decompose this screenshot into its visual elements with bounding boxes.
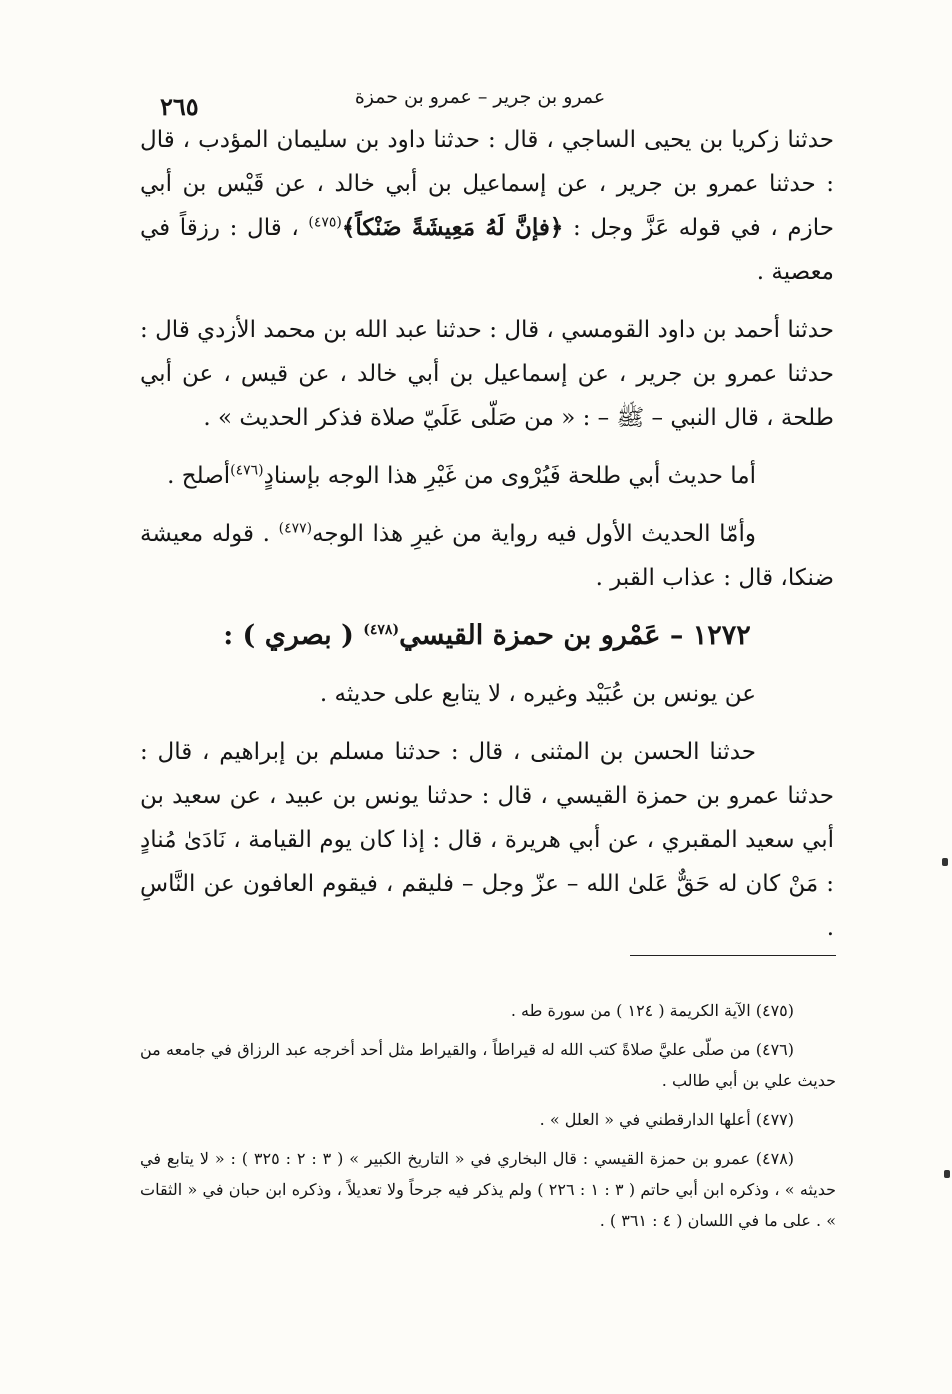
- paragraph: [140, 512, 834, 600]
- footnote-ref: (٤٧٥): [308, 214, 342, 231]
- scan-mark: [942, 858, 948, 866]
- paragraph: [140, 454, 834, 498]
- running-head-title: عمرو بن جرير – عمرو بن حمزة: [354, 86, 606, 108]
- paragraph-text: حدثنا زكريا بن يحيى الساجي ، قال : حدثنا داود بن سليمان المؤدب ، قال : حدثنا عمرو بن جرير ، عن إسماعيل بن أبي خالد ، عن قَيْس بن أبي حازم ، في قوله عَزَّ وجل :: [140, 127, 834, 241]
- footnote-ref: (٤٧٧): [278, 520, 313, 537]
- footnote: (٤٧٥) الآية الكريمة ( ١٢٤ ) من سورة طه .: [510, 1001, 794, 1020]
- running-head: [0, 86, 952, 121]
- entry-heading-text: ١٢٧٢ – عَمْرو بن حمزة القيسي: [399, 620, 751, 651]
- footnote: (٤٧٧) أعلها الدارقطني في « العلل » .: [539, 1110, 794, 1129]
- entry-heading: [140, 614, 834, 658]
- paragraph: حدثنا أحمد بن داود القومسي ، قال : حدثنا عبد الله بن محمد الأزدي قال : حدثنا عمرو بن جرير ، عن إسماعيل بن أبي خالد ، عن قيس ، عن أبي طلحة ، قال النبي – ﷺ – : « من صَلّى عَلَيّ صلاة فذكر الحديث » .: [140, 317, 834, 431]
- paragraph-text: أصلح .: [167, 463, 231, 489]
- paragraph-text: أما حديث أبي طلحة فَيُرْوى من غَيْرِ هذا الوجه بإسنادٍ: [263, 463, 756, 489]
- footnotes: [140, 995, 836, 1244]
- paragraph-text: . قوله معيشة ضنكا، قال : عذاب القبر .: [140, 521, 834, 591]
- paragraph-text: وأمّا الحديث الأول فيه رواية من غيرِ هذا الوجه: [312, 521, 756, 547]
- footnote-ref: (٤٧٦): [230, 462, 264, 479]
- paragraph: عن يونس بن عُبَيْد وغيره ، لا يتابع على حديثه .: [319, 681, 756, 707]
- footnote: (٤٧٦) من صلّى عليَّ صلاةً كتب الله له قيراطاً ، والقيراط مثل أحد أخرجه عبد الرزاق في جامعه من حديث علي بن أبي طالب .: [140, 1040, 836, 1090]
- paragraph: حدثنا الحسن بن المثنى ، قال : حدثنا مسلم بن إبراهيم ، قال : حدثنا عمرو بن حمزة القيسي ، قال : حدثنا يونس بن عبيد ، عن سعيد بن أبي سعيد المقبري ، عن أبي هريرة ، قال : إذا كان يوم القيامة ، نَادَىٰ مُنادٍ : مَنْ كان له حَقٌّ عَلىٰ الله – عزّ وجل – فليقم ، فيقوم العافون عن النَّاسِ .: [140, 739, 834, 941]
- footnote-ref: (٤٧٨): [363, 622, 400, 638]
- page-number: ٢٦٥: [160, 92, 199, 121]
- quran-verse: ﴿فإنَّ لَهُ مَعِيشَةً ضَنْكاً﴾: [341, 214, 564, 241]
- entry-heading-text: ( بصري ) :: [223, 620, 364, 651]
- scan-mark: [944, 1170, 950, 1178]
- paragraph-text: ، قال : رزقاً في معصية .: [140, 215, 834, 285]
- paragraph: [140, 118, 834, 294]
- footnote: (٤٧٨) عمرو بن حمزة القيسي : قال البخاري في « التاريخ الكبير » ( ٣ : ٢ : ٣٢٥ ) : « لا يتابع في حديثه » ، وذكره ابن أبي حاتم ( ٣ : ١ : ٢٢٦ ) ولم يذكر فيه جرحاً ولا تعديلاً ، وذكره ابن حبان في « الثقات » . على ما في اللسان ( ٤ : ٣٦١ ) .: [140, 1149, 837, 1230]
- footnote-divider: [630, 955, 836, 956]
- main-text: [140, 118, 834, 964]
